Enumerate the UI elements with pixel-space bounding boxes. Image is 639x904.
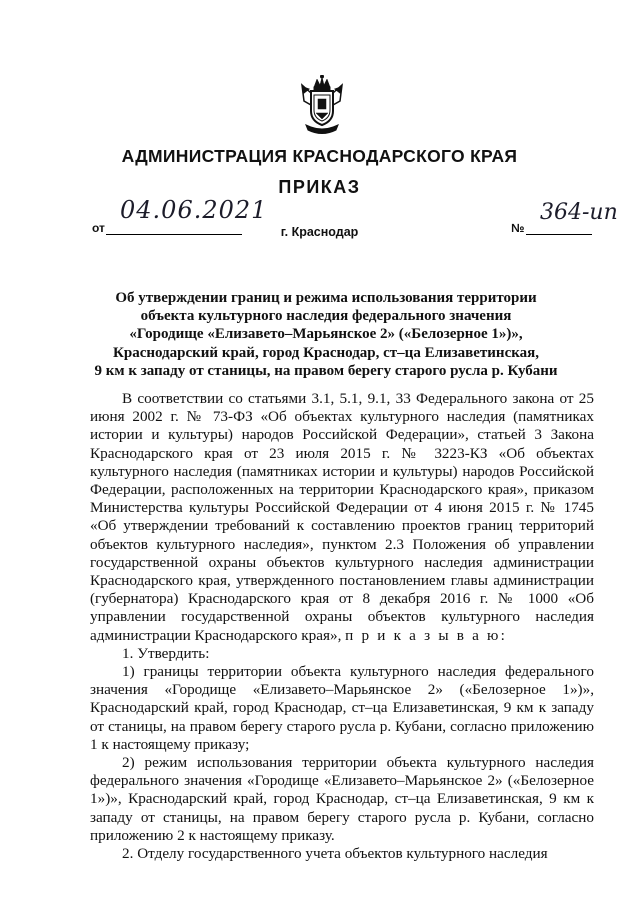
item-2: 2. Отделу государственного учета объектов культурного наследия xyxy=(122,845,548,863)
document-type: ПРИКАЗ xyxy=(278,177,361,197)
title-line: 9 км к западу от станицы, на правом берегу старого русла р. Кубани xyxy=(94,362,558,379)
coat-of-arms-icon xyxy=(300,75,344,137)
title-line: «Городище «Елизавето–Марьянское 2» («Белозерное 1»)», xyxy=(129,326,523,343)
title-line: Краснодарский край, город Краснодар, ст–ца Елизаветинская, xyxy=(112,344,540,361)
order-word: п р и к а з ы в а ю: xyxy=(345,626,507,644)
document-body xyxy=(90,390,594,863)
preamble-paragraph xyxy=(90,390,594,645)
preamble-text: В соответствии со статьями 3.1, 5.1, 9.1, 33 Федерального закона от 25 июня 2002 г. № 73-ФЗ «Об объектах культурного наследия (памятниках истории и культуры) народов Российской Федерации», статьей 3 Закона Краснодарского края от 23 июля 2015 г. № 3223-КЗ «Об объектах культурного наследия (памятниках истории и культуры) народов Российской Федерации, расположенных на территории Краснодарского края», приказом Министерства культуры Российской Федерации от 4 июня 2015 г. № 1745 «Об утверждении требований к составлению проектов границ территорий объектов культурного наследия», пунктом 2.3 Положения об управлении государственной охраны объектов культурного наследия администрации Краснодарского края, утвержденного постановлением главы администрации (губернатора) Краснодарского края от 8 декабря 2016 г. № 1000 «Об управлении государственной охраны объектов культурного наследия администрации Краснодарского края», xyxy=(90,390,594,644)
organization-name: АДМИНИСТРАЦИЯ КРАСНОДАРСКОГО КРАЯ xyxy=(121,146,518,166)
title-line: Об утверждении границ и режима использования территории xyxy=(115,290,537,306)
city: г. Краснодар xyxy=(280,225,359,239)
date-prefix: от xyxy=(92,221,105,235)
item-1-1: 1) границы территории объекта культурного наследия федерального значения «Городище «Елизавето–Марьянское 2» («Белозерное 1»)», Краснодарский край, город Краснодар, ст–ца Елизаветинская, 9 км к западу от станицы, на правом берегу старого русла р. Кубани, согласно приложению 1 к настоящему приказу; xyxy=(90,663,594,753)
document-title xyxy=(80,289,572,380)
item-1: 1. Утвердить: xyxy=(122,644,210,662)
item-1-2: 2) режим использования территории объекта культурного наследия федерального значения «Городище «Елизавето–Марьянское 2» («Белозерное 1»)», Краснодарский край, город Краснодар, ст–ца Елизаветинская, 9 км к западу от станицы, на правом берегу старого русла р. Кубани, согласно приложению 2 к настоящему приказу. xyxy=(90,754,594,844)
handwritten-number: 364-ип xyxy=(540,200,618,225)
number-prefix: № xyxy=(511,221,525,235)
title-line: объекта культурного наследия федерального значения xyxy=(140,308,512,325)
handwritten-date: 04.06.2021 xyxy=(120,196,268,224)
